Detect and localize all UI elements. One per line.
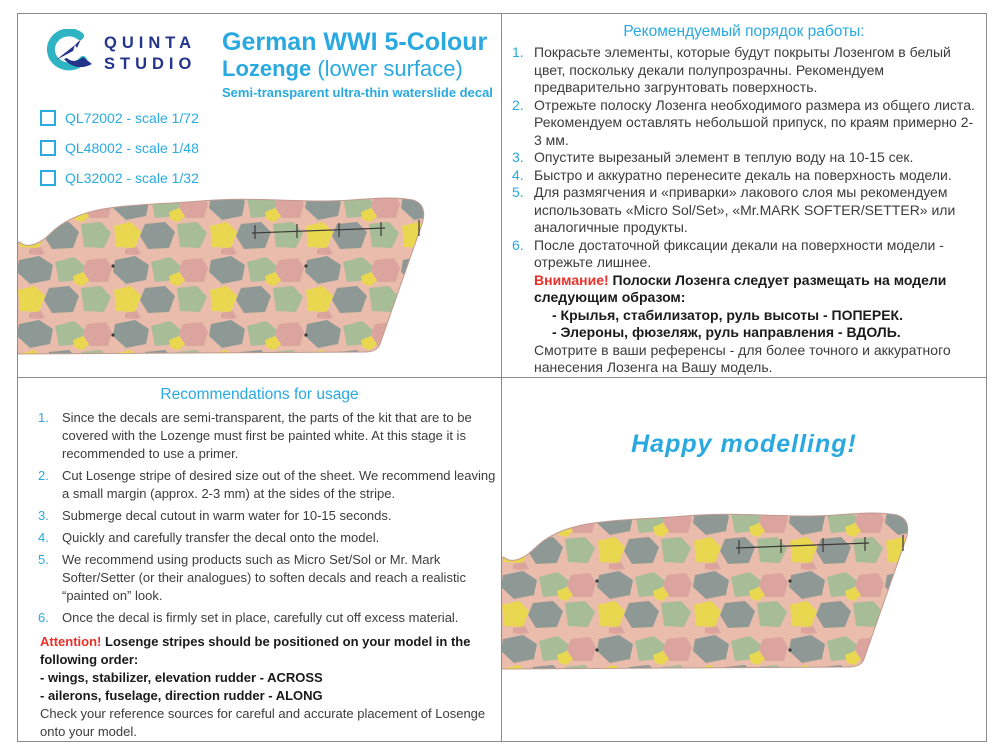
variant-checkbox-1-48[interactable] <box>40 140 56 156</box>
item-number: 5. <box>38 552 49 567</box>
item-text: Cut Losenge stripe of desired size out of the sheet. We recommend leaving a small margin (approx. 2-3 mm) at the sides of the stripe. <box>62 468 496 501</box>
instruction-item <box>512 149 986 167</box>
item-text: Опустите вырезаный элемент в теплую воду на 10-15 сек. <box>534 149 914 165</box>
instruction-item <box>512 167 986 185</box>
item-text: Quickly and carefully transfer the decal onto the model. <box>62 530 380 545</box>
attention-rule: - wings, stabilizer, elevation rudder - ACROSS <box>40 670 323 685</box>
item-text: Покрасьте элементы, которые будут покрыты Лозенгом в белый цвет, поскольку декали полупрозрачны. Рекомендуем предварительно загрунтовать поверхность. <box>534 44 951 95</box>
product-title <box>222 28 498 101</box>
product-subtitle: Semi-transparent ultra-thin waterslide decal <box>222 85 493 100</box>
product-title-line2-bold: Lozenge <box>222 56 312 81</box>
instruction-item <box>38 467 501 503</box>
attention-intro <box>534 272 978 307</box>
panel-instructions-en <box>17 377 502 742</box>
variant-row-1-48 <box>40 133 199 163</box>
attention-rule: - ailerons, fuselage, direction rudder - ALONG <box>40 688 323 703</box>
item-text: Отрежьте полоску Лозенга необходимого размера из общего листа. Рекомендуем оставлять небольшой припуск, по краям примерно 2-3 мм. <box>534 96 975 148</box>
panel-instructions-ru <box>501 13 987 378</box>
variant-label: QL72002 - scale 1/72 <box>65 110 199 126</box>
attention-footer: Check your reference sources for careful and accurate placement of Losenge onto your model. <box>40 706 486 739</box>
item-number: 6. <box>512 236 524 253</box>
attention-text: Losenge stripes should be positioned on your model in the following order: <box>40 634 471 667</box>
item-number: 3. <box>512 149 524 165</box>
attention-label: Attention! <box>40 634 102 649</box>
panel-footer <box>501 377 987 742</box>
scale-variant-list <box>40 103 199 193</box>
product-title-line1: German WWI 5-Colour <box>222 28 488 56</box>
brand-name <box>104 33 196 75</box>
quinta-logo-icon <box>42 29 96 79</box>
item-number: 3. <box>38 508 49 523</box>
item-number: 5. <box>512 184 524 200</box>
item-text: Быстро и аккуратно перенесите декаль на поверхность модели. <box>534 166 952 183</box>
variant-label: QL32002 - scale 1/32 <box>65 170 199 186</box>
item-number: 4. <box>38 530 49 545</box>
brand-logo <box>42 29 196 79</box>
instructions-en-heading: Recommendations for usage <box>160 386 359 403</box>
item-text: После достаточной фиксации декали на поверхности модели - отрежьте лишнее. <box>534 236 944 270</box>
instructions-ru-heading: Рекомендуемый порядок работы: <box>623 23 865 40</box>
item-text: Since the decals are semi-transparent, the parts of the kit that are to be covered with the Lozenge must first be painted white. At this stage it is recommended to use a primer. <box>62 410 472 461</box>
item-text: Once the decal is firmly set in place, carefully cut off excess material. <box>62 610 459 625</box>
brand-name-line1: QUINTA <box>104 34 197 52</box>
attention-rule: - Элероны, фюзеляж, руль направления - ВДОЛЬ. <box>552 324 901 340</box>
item-text: Submerge decal cutout in warm water for 10-15 seconds. <box>62 508 392 523</box>
instruction-item <box>512 44 986 97</box>
item-number: 1. <box>38 410 49 425</box>
happy-modelling-message: Happy modelling! <box>631 430 857 458</box>
attention-label: Внимание! <box>534 271 609 288</box>
instruction-item <box>38 529 501 547</box>
product-title-line2-normal: (lower surface) <box>311 56 463 81</box>
attention-intro <box>40 633 497 669</box>
instruction-item <box>38 551 501 605</box>
brand-name-line2: STUDIO <box>104 55 197 73</box>
attention-text: Полоски Лозенга следует размещать на модели следующим образом: <box>534 271 947 305</box>
instruction-item <box>38 507 501 525</box>
instructions-ru-list <box>502 44 986 272</box>
variant-row-1-32 <box>40 163 199 193</box>
item-text: Для размягчения и «приварки» лакового слоя мы рекомендуем использовать «Micro Sol/Set», «Mr.MARK SOFTER/SETTER» или аналогичные продукты. <box>534 184 956 235</box>
item-text: We recommend using products such as Micro Set/Sol or Mr. Mark Softer/Setter (or their analogues) to soften decals and reach a realistic “painted on” look. <box>62 552 466 603</box>
instruction-item <box>38 609 501 627</box>
instruction-item <box>512 97 986 150</box>
variant-checkbox-1-32[interactable] <box>40 170 56 186</box>
variant-row-1-72 <box>40 103 199 133</box>
lozenge-decal-wing-bottom <box>501 507 917 671</box>
product-title-line2 <box>222 56 498 82</box>
panel-product-header <box>17 13 502 378</box>
attention-block-en <box>40 633 497 741</box>
lozenge-decal-wing-top <box>17 192 433 356</box>
attention-rule: - Крылья, стабилизатор, руль высоты - ПОПЕРЕК. <box>552 306 903 323</box>
variant-checkbox-1-72[interactable] <box>40 110 56 126</box>
item-number: 4. <box>512 166 524 183</box>
attention-footer: Смотрите в ваши референсы - для более точного и аккуратного нанесения Лозенга на Вашу модель. <box>534 341 951 375</box>
item-number: 6. <box>38 610 49 625</box>
instructions-en-list <box>18 409 501 627</box>
item-number: 2. <box>38 468 49 483</box>
instruction-item <box>512 237 986 272</box>
instruction-item <box>38 409 501 463</box>
attention-block-ru <box>534 272 978 377</box>
instruction-item <box>512 184 986 237</box>
variant-label: QL48002 - scale 1/48 <box>65 140 199 156</box>
item-number: 1. <box>512 44 524 60</box>
item-number: 2. <box>512 96 524 113</box>
